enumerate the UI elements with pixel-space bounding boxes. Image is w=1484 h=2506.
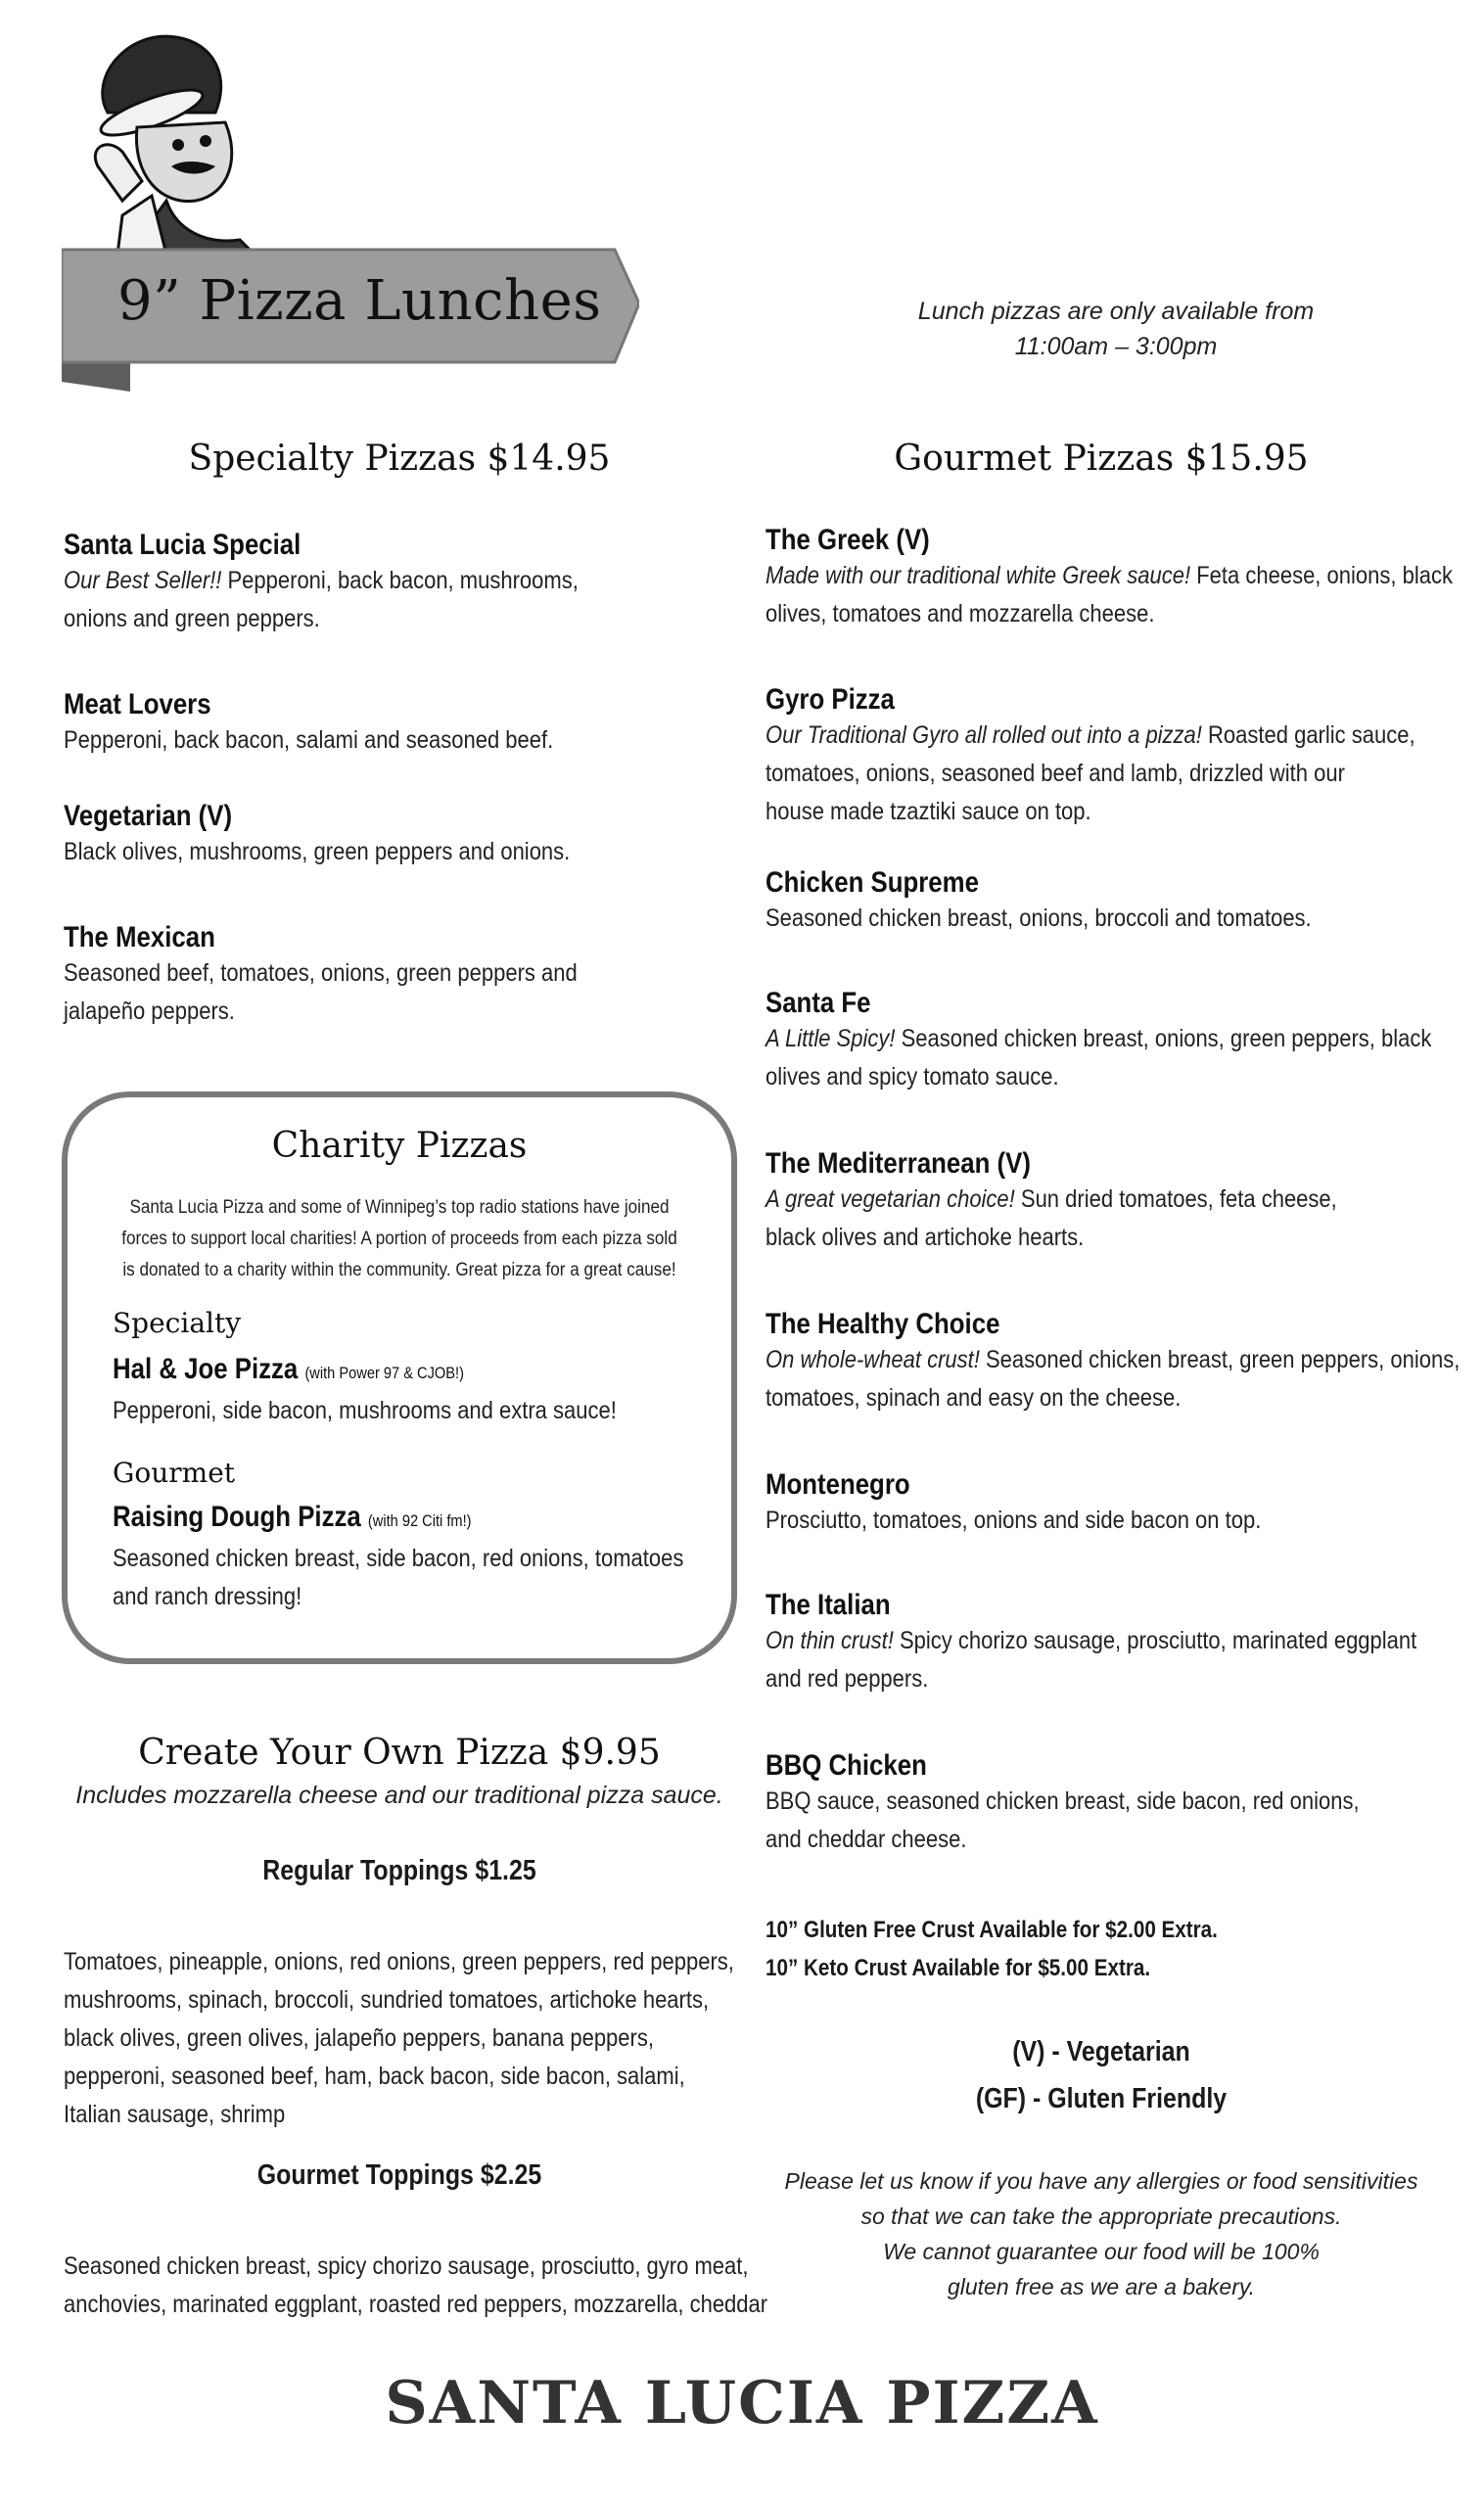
gourmet-toppings-heading: Gourmet Toppings $2.25 <box>256 2159 542 2191</box>
brand-wordmark: SANTA LUCIA PIZZA <box>385 2369 1099 2437</box>
item-description: BBQ sauce, seasoned chicken breast, side bacon, red onions, <box>765 1787 1360 1815</box>
item-description: olives and spicy tomato sauce. <box>765 1063 1059 1091</box>
item-name: The Italian <box>765 1589 891 1621</box>
item-name: Montenegro <box>765 1468 910 1501</box>
menu-item <box>765 866 1386 938</box>
charity-specialty-name: Hal & Joe Pizza (with Power 97 & CJOB!) <box>113 1353 464 1385</box>
item-description: Pepperoni, back bacon, salami and seasoned beef. <box>64 726 554 754</box>
item-description: tomatoes, spinach and easy on the cheese. <box>765 1384 1182 1412</box>
specialty-pizzas-heading: Specialty Pizzas $14.95 <box>188 439 611 479</box>
menu-item <box>64 688 620 760</box>
menu-item <box>64 800 639 871</box>
create-your-own-heading: Create Your Own Pizza $9.95 <box>138 1733 661 1773</box>
item-description: A great vegetarian choice! Sun dried tomatoes, feta cheese, <box>765 1185 1337 1213</box>
gourmet-pizzas-heading: Gourmet Pizzas $15.95 <box>894 439 1309 479</box>
item-description: Our Traditional Gyro all rolled out into a pizza! Roasted garlic sauce, <box>765 721 1415 749</box>
charity-pizzas-heading: Charity Pizzas <box>271 1126 528 1166</box>
item-description: jalapeño peppers. <box>64 998 235 1025</box>
item-description: black olives and artichoke hearts. <box>765 1224 1085 1251</box>
menu-item <box>765 683 1484 831</box>
menu-item <box>765 987 1484 1096</box>
item-name: The Healthy Choice <box>765 1308 1000 1340</box>
page-title: 9” Pizza Lunches <box>117 269 602 333</box>
item-description: A Little Spicy! Seasoned chicken breast, onions, green peppers, black <box>765 1025 1432 1052</box>
item-name: Santa Lucia Special <box>64 529 301 561</box>
charity-specialty-desc: Pepperoni, side bacon, mushrooms and extra sauce! <box>113 1397 617 1424</box>
regular-toppings-list: Tomatoes, pineapple, onions, red onions, green peppers, red peppers, mushrooms, spinach, broccoli, sundried tomatoes, artichoke hearts, black olives, green olives, jalapeño peppers, banana peppers, pepperoni, seasoned beef, ham, back bacon, side bacon, salami, Italian sausage, shrimp <box>64 1948 734 2128</box>
item-name: Vegetarian (V) <box>64 800 233 832</box>
crust-options: 10” Gluten Free Crust Available for $2.00 Extra. 10” Keto Crust Available for $5.00 Extra. <box>765 1917 1218 1981</box>
regular-toppings-heading: Regular Toppings $1.25 <box>262 1855 536 1886</box>
charity-gourmet-desc: Seasoned chicken breast, side bacon, red onions, tomatoes <box>113 1545 684 1572</box>
menu-item <box>765 524 1484 633</box>
item-description: Made with our traditional white Greek sauce! Feta cheese, onions, black <box>765 562 1453 589</box>
create-your-own-subtitle: Includes mozzarella cheese and our traditional pizza sauce. <box>75 1782 723 1809</box>
item-description: tomatoes, onions, seasoned beef and lamb, drizzled with our <box>765 760 1345 787</box>
item-description: Prosciutto, tomatoes, onions and side bacon on top. <box>765 1507 1262 1534</box>
item-name: BBQ Chicken <box>765 1749 927 1782</box>
charity-gourmet-desc: and ranch dressing! <box>113 1583 302 1610</box>
charity-gourmet-label: Gourmet <box>113 1457 236 1489</box>
lunch-availability-note: Lunch pizzas are only available from 11:00am – 3:00pm <box>917 298 1315 360</box>
legend-gluten-friendly: (GF) - Gluten Friendly <box>975 2083 1228 2114</box>
item-name: Gyro Pizza <box>765 683 895 716</box>
menu-item <box>765 1749 1440 1859</box>
item-description: onions and green peppers. <box>64 605 320 632</box>
legend-vegetarian: (V) - Vegetarian <box>1012 2036 1190 2067</box>
menu-item <box>765 1147 1414 1257</box>
charity-intro: Santa Lucia Pizza and some of Winnipeg’s top radio stations have joined forces to support local charities! A portion of proceeds from each pizza sold is donated to a charity within the community. Great pizza for a great cause! <box>121 1197 677 1280</box>
charity-gourmet-name: Raising Dough Pizza (with 92 Citi fm!) <box>113 1501 472 1533</box>
item-description: and red peppers. <box>765 1665 929 1693</box>
item-name: The Mediterranean (V) <box>765 1147 1031 1180</box>
item-description: Our Best Seller!! Pepperoni, back bacon, mushrooms, <box>64 567 579 594</box>
item-name: Chicken Supreme <box>765 866 979 899</box>
menu-item <box>765 1589 1484 1698</box>
item-description: Seasoned beef, tomatoes, onions, green peppers and <box>64 959 578 987</box>
item-name: Santa Fe <box>765 987 871 1019</box>
item-description: olives, tomatoes and mozzarella cheese. <box>765 600 1155 627</box>
menu-item <box>64 921 647 1031</box>
charity-specialty-label: Specialty <box>113 1307 242 1339</box>
gourmet-toppings-list: Seasoned chicken breast, spicy chorizo sausage, prosciutto, gyro meat, anchovies, marinated eggplant, roasted red peppers, mozzarella, cheddar <box>64 2252 768 2318</box>
item-description: and cheddar cheese. <box>765 1826 967 1853</box>
allergy-notice: Please let us know if you have any allergies or food sensitivities so that we can take the appropriate precautions. We cannot guarantee our food will be 100% gluten free as we are a bakery. <box>784 2168 1418 2299</box>
item-description: Black olives, mushrooms, green peppers and onions. <box>64 838 571 865</box>
item-name: The Mexican <box>64 921 215 953</box>
item-description: house made tzaztiki sauce on top. <box>765 798 1091 825</box>
item-name: Meat Lovers <box>64 688 211 720</box>
menu-item <box>765 1468 1328 1540</box>
item-description: On thin crust! Spicy chorizo sausage, prosciutto, marinated eggplant <box>765 1627 1417 1654</box>
chef-mascot-logo <box>69 20 294 255</box>
menu-item <box>765 1308 1484 1417</box>
item-description: On whole-wheat crust! Seasoned chicken breast, green peppers, onions, <box>765 1346 1461 1373</box>
menu-item <box>64 529 649 638</box>
item-name: The Greek (V) <box>765 524 930 556</box>
item-description: Seasoned chicken breast, onions, broccoli and tomatoes. <box>765 905 1312 932</box>
